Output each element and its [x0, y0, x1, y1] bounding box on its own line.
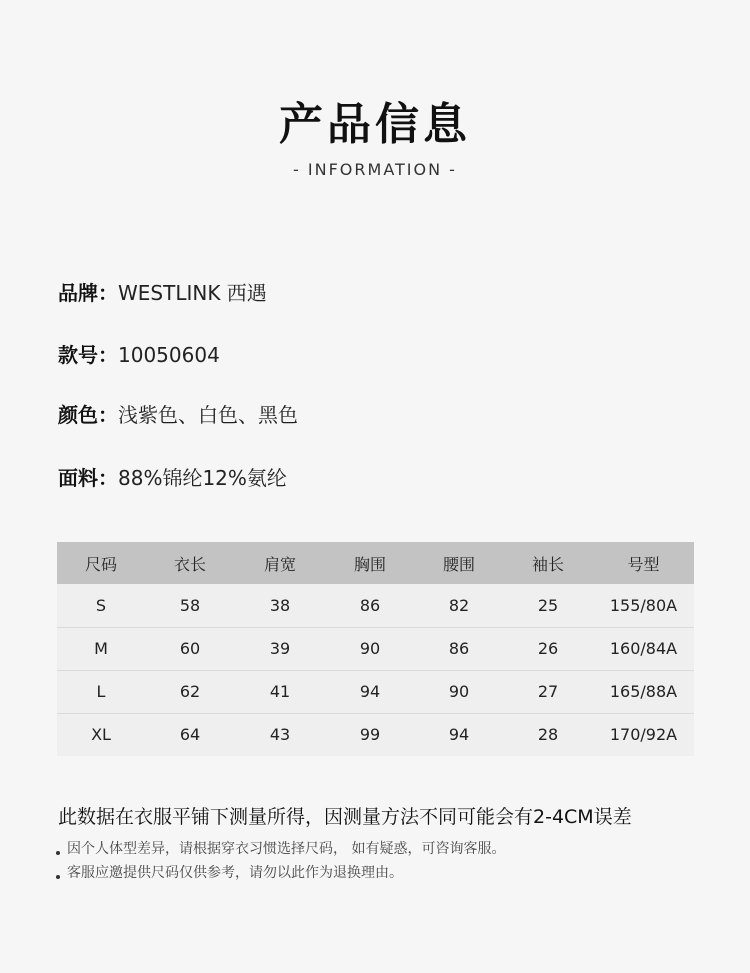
table-cell: 62: [145, 670, 235, 713]
table-cell: 26: [503, 627, 593, 670]
table-cell: 60: [145, 627, 235, 670]
table-cell: 64: [145, 713, 235, 756]
note-item: [56, 862, 403, 882]
size-table-header: 衣长: [145, 542, 235, 584]
table-cell: L: [57, 670, 145, 713]
table-row: [57, 627, 694, 670]
fabric-value: 88%锦纶12%氨纶: [118, 466, 287, 490]
bullet-icon: [56, 851, 60, 855]
table-cell: 38: [235, 584, 325, 627]
table-cell: 86: [415, 627, 503, 670]
brand-row: [58, 281, 267, 305]
page-subtitle: - INFORMATION -: [293, 160, 457, 179]
table-cell: 86: [325, 584, 415, 627]
size-table-header: 号型: [593, 542, 694, 584]
table-cell: 39: [235, 627, 325, 670]
table-cell: 43: [235, 713, 325, 756]
note-item: [56, 838, 505, 858]
table-cell: 27: [503, 670, 593, 713]
table-cell: 160/84A: [593, 627, 694, 670]
size-table: [57, 542, 694, 756]
color-row: [58, 403, 298, 427]
table-cell: 99: [325, 713, 415, 756]
size-table-header: 胸围: [325, 542, 415, 584]
bullet-icon: [56, 875, 60, 879]
table-row: [57, 670, 694, 713]
table-cell: XL: [57, 713, 145, 756]
table-cell: 58: [145, 584, 235, 627]
page-title: 产品信息: [279, 99, 471, 150]
table-row: [57, 584, 694, 627]
color-label: 颜色：: [58, 403, 118, 427]
measurement-note: 此数据在衣服平铺下测量所得，因测量方法不同可能会有2-4CM误差: [58, 806, 632, 828]
size-table-header: 尺码: [57, 542, 145, 584]
table-cell: 165/88A: [593, 670, 694, 713]
brand-label: 品牌：: [58, 281, 118, 305]
style-number-label: 款号：: [58, 343, 118, 367]
table-cell: 90: [415, 670, 503, 713]
fabric-row: [58, 466, 287, 490]
style-number-value: 10050604: [118, 343, 220, 367]
color-value: 浅紫色、白色、黑色: [118, 403, 298, 427]
table-row: [57, 713, 694, 756]
brand-value: WESTLINK 西遇: [118, 281, 267, 305]
table-cell: 28: [503, 713, 593, 756]
style-number-row: [58, 343, 220, 367]
table-cell: M: [57, 627, 145, 670]
note-text: 客服应邀提供尺码仅供参考，请勿以此作为退换理由。: [67, 865, 403, 881]
size-table-header: 肩宽: [235, 542, 325, 584]
table-cell: 90: [325, 627, 415, 670]
size-table-header: 袖长: [503, 542, 593, 584]
table-cell: 170/92A: [593, 713, 694, 756]
fabric-label: 面料：: [58, 466, 118, 490]
table-cell: 41: [235, 670, 325, 713]
table-cell: 94: [415, 713, 503, 756]
size-table-header-row: [57, 542, 694, 584]
table-cell: 94: [325, 670, 415, 713]
note-text: 因个人体型差异，请根据穿衣习惯选择尺码， 如有疑惑，可咨询客服。: [67, 841, 506, 857]
table-cell: 155/80A: [593, 584, 694, 627]
size-table-header: 腰围: [415, 542, 503, 584]
table-cell: S: [57, 584, 145, 627]
table-cell: 82: [415, 584, 503, 627]
table-cell: 25: [503, 584, 593, 627]
